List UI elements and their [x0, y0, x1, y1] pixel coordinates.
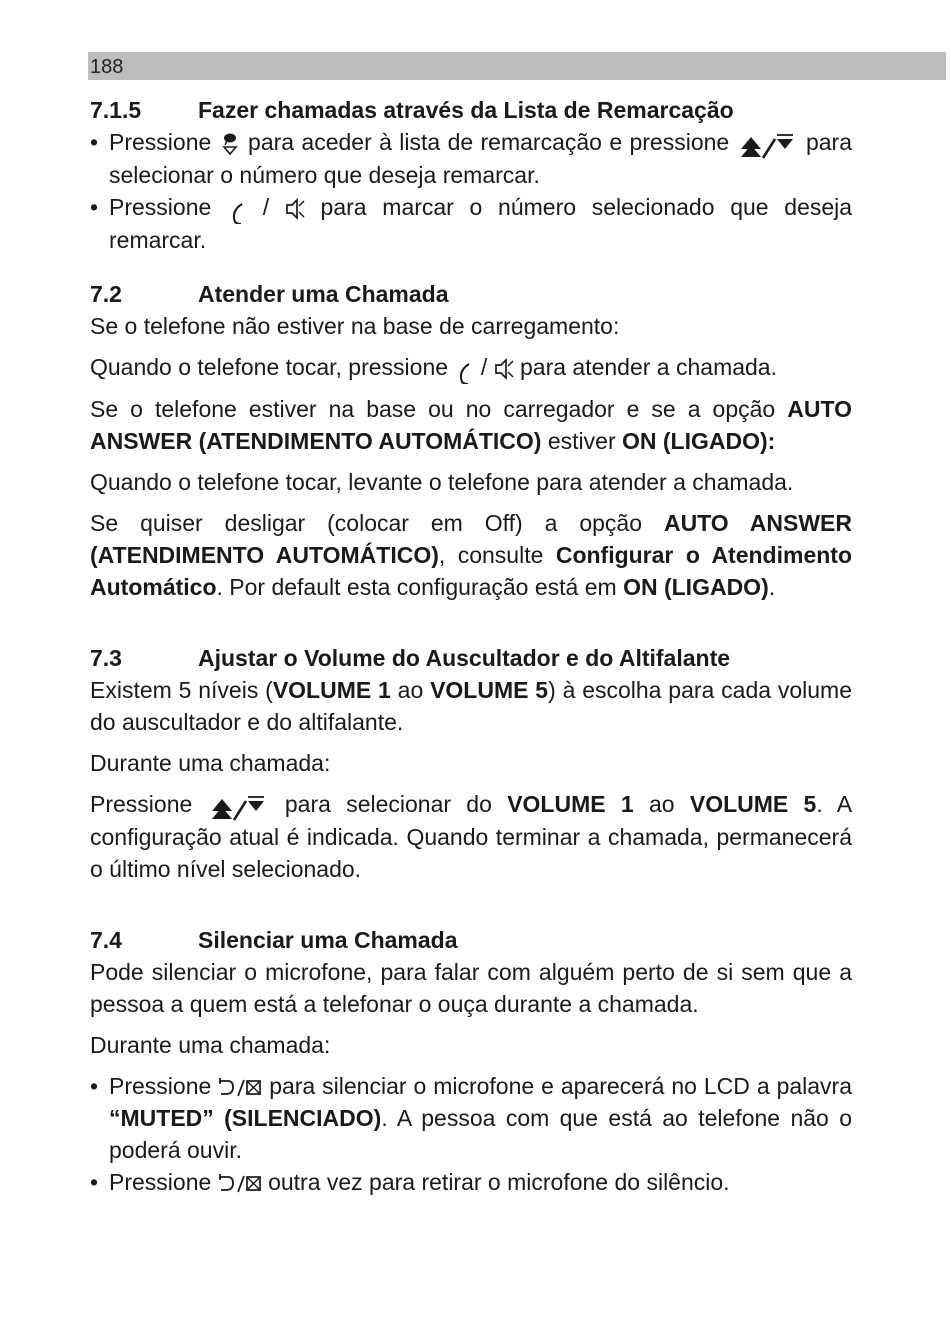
section-number: 7.4: [90, 926, 122, 953]
text-run: Quando o telefone tocar, pressione: [90, 353, 449, 380]
paragraph: Pode silenciar o microfone, para falar com alguém perto de si sem que a pessoa a quem está a telefonar o ouça durante a chamada.: [90, 958, 852, 1017]
section-title: Fazer chamadas através da Lista de Remarcação: [198, 97, 734, 123]
text-run: para silenciar o microfone e aparecerá no LCD a palavra: [269, 1072, 853, 1099]
section-number: 7.3: [90, 644, 122, 671]
bullet-list: [90, 1070, 852, 1198]
text-run: para aceder à lista de remarcação e pressione: [248, 129, 730, 155]
section-heading-7-1-5: [90, 94, 852, 126]
paragraph: Durante uma chamada:: [90, 749, 331, 776]
list-item: [90, 126, 852, 191]
paragraph: [90, 351, 852, 384]
speaker-icon: [285, 198, 305, 220]
section-number: 7.2: [90, 280, 122, 307]
list-item: [90, 1166, 852, 1198]
talk-icon: [454, 354, 474, 384]
list-item: [90, 1070, 852, 1166]
speaker-icon: [494, 358, 514, 380]
section-title: Atender uma Chamada: [198, 280, 449, 307]
section-title: Silenciar uma Chamada: [198, 926, 458, 953]
bold-run: VOLUME 5: [430, 676, 549, 703]
text-run: Se quiser desligar (colocar em Off) a opção: [90, 509, 643, 536]
bullet-list: [90, 126, 852, 256]
paragraph: [90, 674, 852, 738]
section-heading-7-3: [90, 642, 852, 674]
list-item: [90, 191, 852, 256]
bold-run: Configurar o Atendimento Automático: [90, 541, 852, 600]
text-run: . A configuração atual é indicada. Quando terminar a chamada, permanecerá o último nível selecionado.: [90, 790, 853, 882]
text-run: , consulte: [438, 541, 544, 568]
text-run: .: [768, 573, 776, 600]
text-run: ao: [648, 790, 675, 817]
section-heading-7-4: [90, 924, 852, 956]
bold-run: ON (LIGADO): [623, 573, 769, 600]
bold-run: AUTO ANSWER (ATENDIMENTO AUTOMÁTICO): [90, 395, 852, 454]
text-run: Pressione: [109, 1168, 212, 1195]
paragraph: [90, 788, 852, 885]
text-run: Existem 5 níveis (: [90, 676, 273, 703]
bold-run: AUTO ANSWER (ATENDIMENTO AUTOMÁTICO): [90, 509, 852, 568]
page-number: 188: [90, 56, 124, 78]
bold-run: “MUTED” (SILENCIADO): [109, 1104, 382, 1131]
text-run: ao: [397, 676, 424, 703]
redial-icon: [219, 132, 241, 156]
section-title: Ajustar o Volume do Auscultador e do Altifalante: [198, 644, 731, 671]
paragraph: Se o telefone não estiver na base de carregamento:: [90, 312, 620, 339]
text-run: Pressione: [109, 129, 212, 155]
paragraph: [90, 507, 852, 603]
text-run: outra vez para retirar o microfone do silêncio.: [268, 1168, 730, 1195]
up-down-arrows-icon: [208, 791, 270, 821]
page-header-bar: [88, 52, 946, 80]
paragraph: Durante uma chamada:: [90, 1031, 331, 1058]
text-run: estiver: [547, 427, 616, 454]
document-body: [90, 94, 852, 1198]
text-run: Pressione: [109, 1072, 212, 1099]
text-run: . Por default esta configuração está em: [216, 573, 617, 600]
text-run: Pressione: [90, 790, 193, 817]
bold-run: ON (LIGADO):: [622, 427, 776, 454]
bold-run: VOLUME 1: [507, 790, 634, 817]
paragraph: Quando o telefone tocar, levante o telefone para atender a chamada.: [90, 468, 794, 495]
slash: /: [262, 193, 285, 220]
text-run: ) à escolha para cada volume do auscultador e do altifalante.: [90, 676, 853, 735]
slash: /: [480, 353, 488, 380]
text-run: para selecionar o número que deseja remarcar.: [109, 129, 853, 188]
text-run: . A pessoa com que está ao telefone não o poderá ouvir.: [109, 1104, 852, 1163]
text-run: para marcar o número selecionado que deseja remarcar.: [109, 193, 853, 253]
paragraph: [90, 393, 852, 457]
section-number: 7.1.5: [90, 97, 142, 123]
talk-icon: [227, 194, 247, 224]
section-heading-7-2: [90, 278, 852, 310]
bold-run: VOLUME 5: [689, 790, 817, 817]
text-run: Pressione: [109, 193, 212, 220]
text-run: para atender a chamada.: [519, 353, 777, 380]
mute-icon: [218, 1173, 262, 1195]
up-down-arrows-icon: [737, 129, 799, 159]
bold-run: VOLUME 1: [272, 676, 391, 703]
text-run: para selecionar do: [284, 790, 492, 817]
text-run: Se o telefone estiver na base ou no carregador e se a opção: [90, 395, 776, 422]
mute-icon: [218, 1077, 262, 1099]
